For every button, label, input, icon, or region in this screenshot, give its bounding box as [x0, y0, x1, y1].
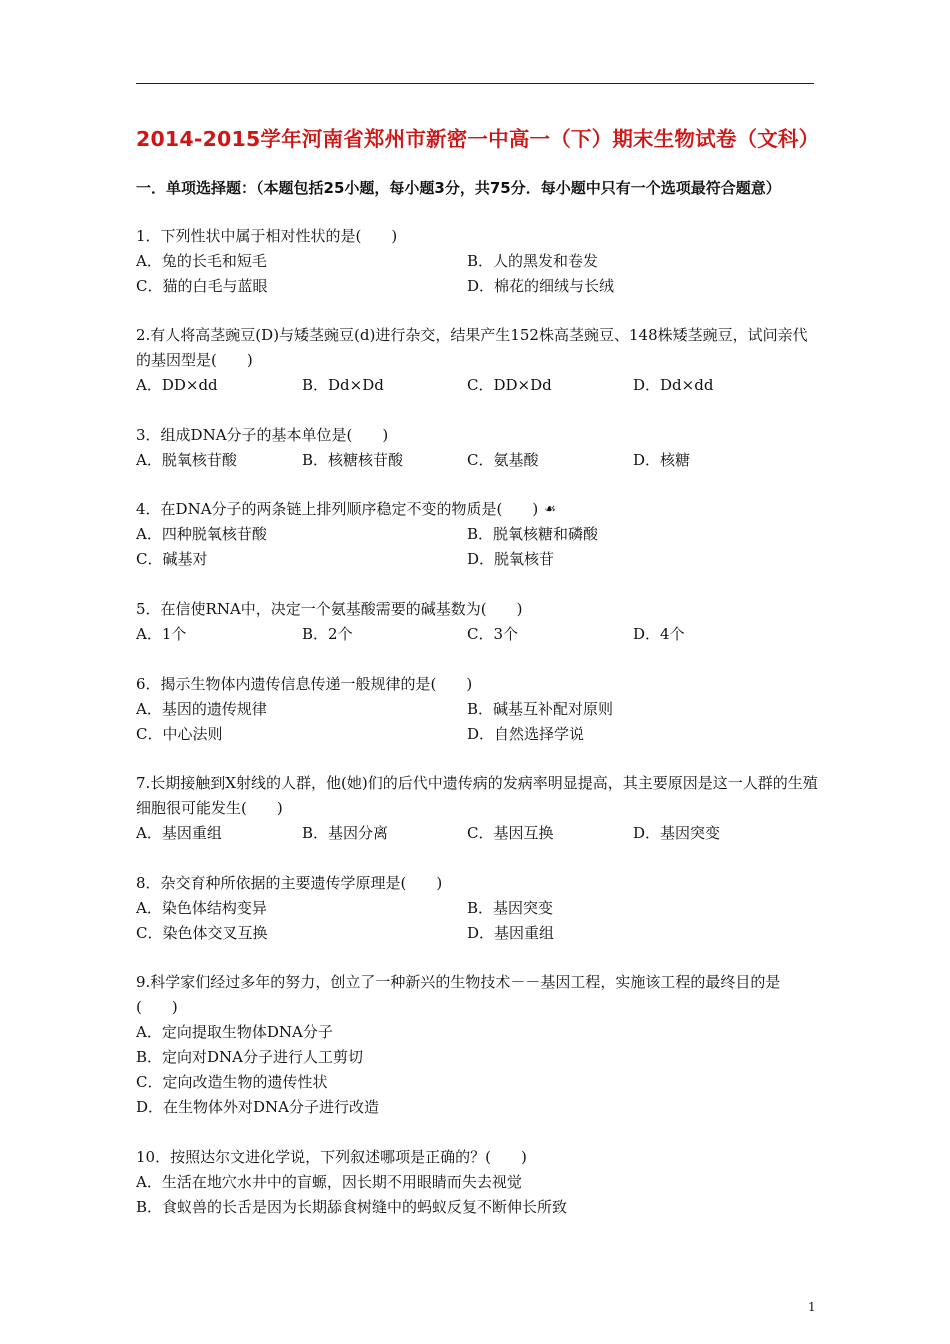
option-c: C．DD×Dd — [467, 376, 552, 394]
option-a: A．脱氧核苷酸 — [136, 451, 237, 469]
question-stem: 10．按照达尔文进化学说，下列叙述哪项是正确的？( ) — [136, 1148, 527, 1166]
question-9 — [136, 970, 818, 1120]
question-stem: 9.科学家们经过多年的努力，创立了一种新兴的生物技术－－基因工程，实施该工程的最终目的是( ) — [136, 973, 781, 1016]
question-stem: 6．揭示生物体内遗传信息传递一般规律的是( ) — [136, 675, 473, 693]
option-a: A．定向提取生物体DNA分子 — [136, 1023, 333, 1041]
option-c: C．染色体交叉互换 — [136, 924, 268, 942]
option-d: D．基因重组 — [467, 924, 555, 942]
options — [136, 373, 818, 398]
options — [136, 622, 818, 647]
option-d: D．核糖 — [633, 451, 691, 469]
option-a: A．基因的遗传规律 — [136, 700, 267, 718]
question-3 — [136, 423, 818, 473]
page-number: 1 — [808, 1300, 816, 1314]
question-stem: 1．下列性状中属于相对性状的是( ) — [136, 227, 398, 245]
option-b: B．2个 — [302, 625, 353, 643]
option-b: B．定向对DNA分子进行人工剪切 — [136, 1048, 364, 1066]
option-d: D．Dd×dd — [633, 376, 714, 394]
option-d: D．在生物体外对DNA分子进行改造 — [136, 1098, 380, 1116]
option-b: B．碱基互补配对原则 — [467, 700, 614, 718]
question-8 — [136, 871, 818, 946]
question-6 — [136, 672, 818, 747]
option-b: B．食蚁兽的长舌是因为长期舔食树缝中的蚂蚁反复不断伸长所致 — [136, 1198, 568, 1216]
option-c: C．中心法则 — [136, 725, 223, 743]
option-b: B．Dd×Dd — [302, 376, 384, 394]
question-1 — [136, 224, 818, 299]
question-stem: 5．在信使RNA中，决定一个氨基酸需要的碱基数为( ) — [136, 600, 523, 618]
header-rule — [136, 83, 814, 84]
options — [136, 448, 818, 473]
option-a: A．四种脱氧核苷酸 — [136, 525, 267, 543]
option-a: A．基因重组 — [136, 824, 222, 842]
scan-mark-icon: ☙ — [544, 502, 556, 517]
question-10 — [136, 1145, 818, 1220]
option-c: C．基因互换 — [467, 824, 554, 842]
question-stem-text: 4．在DNA分子的两条链上排列顺序稳定不变的物质是( ) — [136, 500, 539, 518]
question-5 — [136, 597, 818, 647]
option-b: B．核糖核苷酸 — [302, 451, 404, 469]
option-a: A．1个 — [136, 625, 187, 643]
question-stem: 2.有人将高茎豌豆(D)与矮茎豌豆(d)进行杂交，结果产生152株高茎豌豆、148株矮茎豌豆，试问亲代的基因型是( ) — [136, 326, 808, 369]
option-c: C．3个 — [467, 625, 519, 643]
option-b: B．脱氧核糖和磷酸 — [467, 525, 599, 543]
option-d: D．自然选择学说 — [467, 725, 585, 743]
option-c: C．氨基酸 — [467, 451, 539, 469]
question-stem: 3．组成DNA分子的基本单位是( ) — [136, 426, 389, 444]
option-b: B．基因突变 — [467, 899, 554, 917]
option-d: D．棉花的细绒与长绒 — [467, 277, 615, 295]
option-a: A．DD×dd — [136, 376, 218, 394]
option-c: C．定向改造生物的遗传性状 — [136, 1073, 328, 1091]
options — [136, 249, 818, 299]
question-4 — [136, 497, 818, 572]
exam-title: 2014-2015学年河南省郑州市新密一中高一（下）期末生物试卷（文科） — [136, 127, 820, 151]
options — [136, 896, 818, 946]
option-c: C．猫的白毛与蓝眼 — [136, 277, 268, 295]
question-stem: 8．杂交育种所依据的主要遗传学原理是( ) — [136, 874, 443, 892]
option-a: A．生活在地穴水井中的盲螈，因长期不用眼睛而失去视觉 — [136, 1173, 522, 1191]
options — [136, 522, 818, 572]
question-7 — [136, 771, 818, 846]
question-2 — [136, 323, 818, 398]
option-d: D．脱氧核苷 — [467, 550, 555, 568]
options — [136, 821, 818, 846]
section-heading: 一．单项选择题：（本题包括25小题，每小题3分，共75分．每小题中只有一个选项最符合题意） — [136, 179, 781, 197]
question-stem — [136, 497, 818, 522]
option-c: C．碱基对 — [136, 550, 208, 568]
option-a: A．染色体结构变异 — [136, 899, 267, 917]
option-a: A．兔的长毛和短毛 — [136, 252, 267, 270]
option-d: D．4个 — [633, 625, 685, 643]
option-d: D．基因突变 — [633, 824, 721, 842]
question-stem: 7.长期接触到X射线的人群，他(她)们的后代中遗传病的发病率明显提高，其主要原因是这一人群的生殖细胞很可能发生( ) — [136, 774, 818, 817]
options — [136, 697, 818, 747]
option-b: B．人的黑发和卷发 — [467, 252, 599, 270]
option-b: B．基因分离 — [302, 824, 389, 842]
